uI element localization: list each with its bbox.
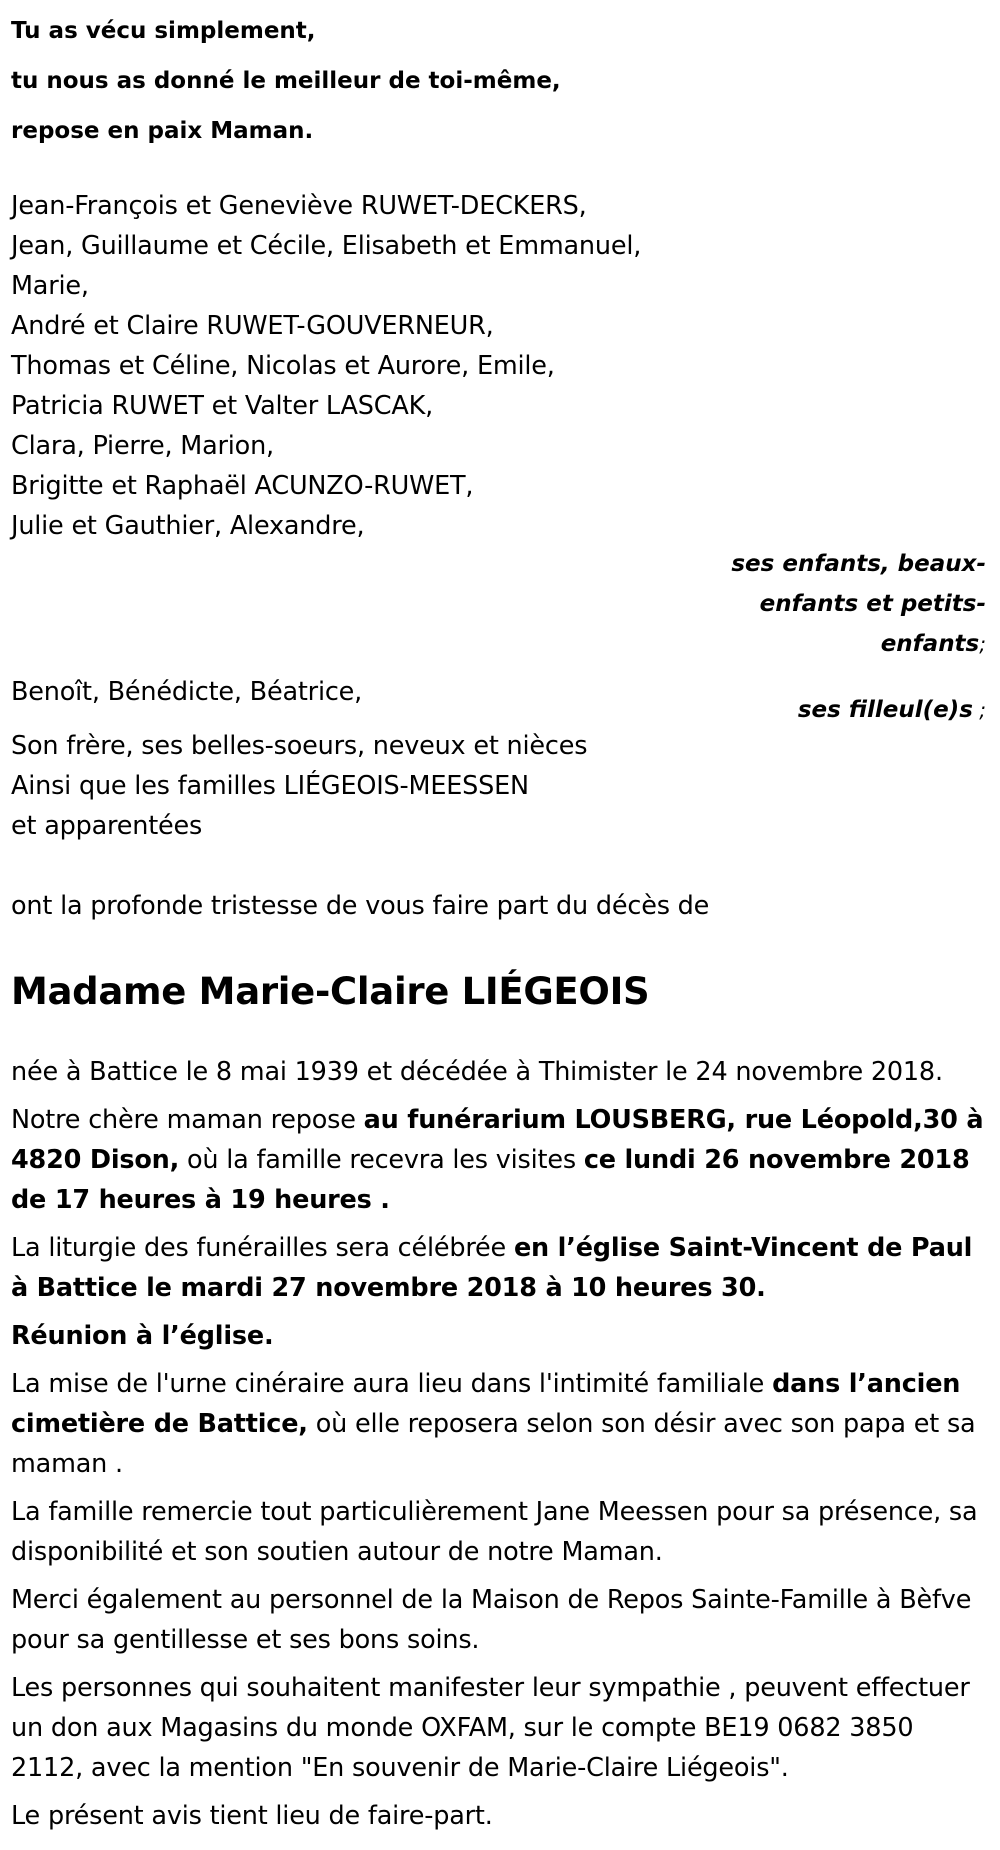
visitation-info bbox=[11, 1100, 988, 1220]
role-text: ses filleul(e)s bbox=[797, 697, 973, 723]
family-line: Julie et Gauthier, Alexandre, bbox=[11, 511, 365, 541]
text: où elle reposera selon son désir avec son papa et sa maman . bbox=[11, 1409, 976, 1479]
role-text: enfants bbox=[880, 631, 980, 657]
text: où la famille recevra les visites bbox=[179, 1145, 584, 1175]
poem-line: repose en paix Maman. bbox=[11, 118, 314, 144]
family-line: Brigitte et Raphaël ACUNZO-RUWET, bbox=[11, 471, 474, 501]
announcement-intro: ont la profonde tristesse de vous faire part du décès de bbox=[11, 891, 710, 921]
family-line: Jean-François et Geneviève RUWET-DECKERS, bbox=[11, 191, 587, 221]
funeral-home-address: au funérarium LOUSBERG, rue Léopold,30 à 4820 Dison, bbox=[11, 1105, 984, 1175]
family-line: Clara, Pierre, Marion, bbox=[11, 431, 274, 461]
cemetery-location: dans l’ancien cimetière de Battice, bbox=[11, 1369, 961, 1439]
funeral-service-info bbox=[11, 1228, 988, 1308]
role-line: ses enfants, beaux- bbox=[731, 551, 986, 577]
family-list bbox=[11, 186, 988, 846]
visitation-time: ce lundi 26 novembre 2018 de 17 heures à 19 heures . bbox=[11, 1145, 970, 1215]
text: Notre chère maman repose bbox=[11, 1105, 364, 1135]
church-service-time: en l’église Saint-Vincent de Paul à Battice le mardi 27 novembre 2018 à 10 heures 30. bbox=[11, 1233, 973, 1303]
donation-info: Les personnes qui souhaitent manifester leur sympathie , peuvent effectuer un don aux Magasins du monde OXFAM, sur le compte BE19 0682 3850 2112, avec la mention "En souvenir de Marie-Claire Liégeois". bbox=[11, 1673, 970, 1783]
poem-line: tu nous as donné le meilleur de toi-même, bbox=[11, 68, 561, 94]
family-line: et apparentées bbox=[11, 811, 203, 841]
role-punctuation: ; bbox=[979, 632, 986, 656]
family-line: Thomas et Céline, Nicolas et Aurore, Emile, bbox=[11, 351, 555, 381]
thanks-nursing-home: Merci également au personnel de la Maison de Repos Sainte-Famille à Bèfve pour sa gentillesse et ses bons soins. bbox=[11, 1585, 972, 1655]
funeral-details bbox=[11, 1052, 988, 1836]
poem bbox=[11, 0, 988, 156]
godchildren-block bbox=[11, 664, 988, 726]
role-punctuation: ; bbox=[972, 698, 986, 722]
thanks-jane: La famille remercie tout particulièrement Jane Meessen pour sa présence, sa disponibilité et son soutien autour de notre Maman. bbox=[11, 1497, 978, 1567]
family-line: Jean, Guillaume et Cécile, Elisabeth et Emmanuel, bbox=[11, 231, 642, 261]
family-line: Marie, bbox=[11, 271, 89, 301]
extended-family bbox=[11, 726, 988, 846]
urn-info bbox=[11, 1364, 988, 1484]
children-role-label bbox=[626, 544, 988, 664]
meeting-place: Réunion à l’église. bbox=[11, 1321, 274, 1351]
meeting-info bbox=[11, 1316, 988, 1356]
family-line: Ainsi que les familles LIÉGEOIS-MEESSEN bbox=[11, 771, 529, 801]
text: La mise de l'urne cinéraire aura lieu dans l'intimité familiale bbox=[11, 1369, 773, 1399]
family-line: Patricia RUWET et Valter LASCAK, bbox=[11, 391, 433, 421]
birth-death-info: née à Battice le 8 mai 1939 et décédée à Thimister le 24 novembre 2018. bbox=[11, 1057, 943, 1087]
role-line: enfants et petits- bbox=[759, 591, 986, 617]
family-line: Son frère, ses belles-soeurs, neveux et nièces bbox=[11, 731, 588, 761]
godchildren-line: Benoît, Bénédicte, Béatrice, bbox=[11, 677, 363, 707]
text: La liturgie des funérailles sera célébrée bbox=[11, 1233, 514, 1263]
deceased-name: Madame Marie-Claire LIÉGEOIS bbox=[11, 970, 650, 1013]
closing-note: Le présent avis tient lieu de faire-part. bbox=[11, 1801, 493, 1831]
godchildren-role-label bbox=[798, 690, 988, 730]
role-line bbox=[626, 624, 986, 664]
family-line: André et Claire RUWET-GOUVERNEUR, bbox=[11, 311, 494, 341]
poem-line: Tu as vécu simplement, bbox=[11, 18, 316, 44]
